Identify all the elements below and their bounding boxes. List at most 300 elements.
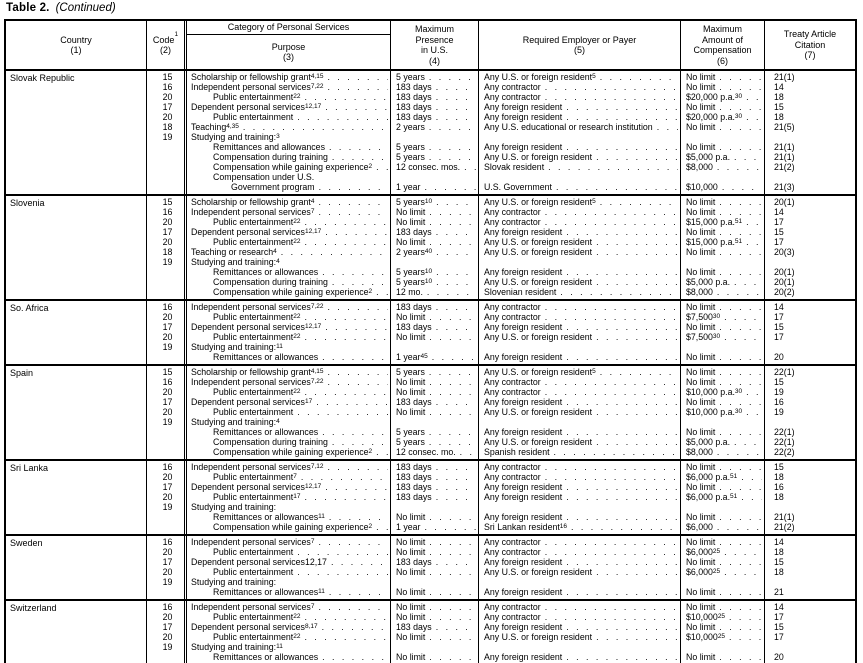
presence-value-text: No limit: [396, 547, 426, 557]
payer-value-text: Any foreign resident: [484, 267, 563, 277]
citation-value: [765, 267, 855, 277]
presence-value-text: 183 days: [396, 302, 432, 312]
citation-value-text: 18: [774, 492, 784, 502]
compensation-value: [681, 587, 764, 597]
header-presence: Maximum Presence in U.S. (4): [390, 21, 478, 69]
dot-leader: [545, 537, 678, 547]
dot-leader: [719, 652, 762, 662]
dot-leader: [304, 492, 388, 502]
citation-value: [765, 417, 855, 427]
compensation-value: $20,000 p.a. $^{30}$ . . .: [681, 92, 764, 102]
presence-value: [391, 152, 478, 162]
dot-leader: [281, 247, 388, 257]
purpose-entry-text: Teaching: [191, 122, 227, 132]
dot-leader: [322, 622, 388, 632]
code-value: [147, 522, 184, 532]
payer-value-text: Any U.S. or foreign resident: [484, 237, 593, 247]
code-value: [147, 207, 184, 217]
presence-value: [391, 427, 478, 437]
compensation-value-text: No limit: [686, 267, 716, 277]
country-section-so-africa: [6, 299, 855, 364]
dot-leader: [545, 462, 678, 472]
country-cell: [6, 461, 146, 534]
dot-leader: [566, 427, 678, 437]
code-value-text: 20: [162, 567, 173, 577]
dot-leader: [657, 122, 678, 132]
dot-leader: [436, 102, 476, 112]
dot-leader: [746, 92, 762, 102]
compensation-value: [681, 512, 764, 522]
citation-value: [765, 102, 855, 112]
presence-value: 5 years $^{10}$ . . .: [391, 197, 478, 207]
dot-leader: [719, 622, 762, 632]
dot-leader: [545, 387, 678, 397]
header-category-label: Category of Personal Services: [187, 21, 390, 35]
compensation-value: [681, 322, 764, 332]
purpose-entry-text: Public entertainment: [213, 492, 294, 502]
dot-leader: [719, 322, 762, 332]
presence-value-text: 2 years: [396, 122, 425, 132]
payer-value-text: Any U.S. or foreign resident: [484, 247, 593, 257]
compensation-value: [681, 437, 764, 447]
presence-value-text: 1 year: [396, 522, 421, 532]
presence-value: [391, 537, 478, 547]
dot-leader: [432, 352, 476, 362]
purpose-entry: Public entertainment $^{22}$ . . .: [187, 387, 390, 397]
presence-value: [391, 502, 478, 512]
dot-leader: [746, 407, 762, 417]
citation-cell: [764, 71, 855, 194]
compensation-value: [681, 277, 764, 287]
compensation-value: [681, 162, 764, 172]
presence-value: [391, 342, 478, 352]
compensation-value: [681, 482, 764, 492]
presence-value: [391, 397, 478, 407]
dot-leader: [545, 82, 678, 92]
compensation-value-text: No limit: [686, 587, 716, 597]
presence-value-text: No limit: [396, 612, 426, 622]
dot-leader: [319, 182, 388, 192]
dot-leader: [332, 277, 388, 287]
citation-value-text: 18: [774, 112, 784, 122]
dot-leader: [719, 142, 762, 152]
code-value-text: 19: [162, 577, 173, 587]
dot-leader: [566, 227, 678, 237]
purpose-entry: Dependent personal services $^{17}$ . . .: [187, 397, 390, 407]
presence-value-text: No limit: [396, 512, 426, 522]
presence-value: 1 year $^{45}$ . . .: [391, 352, 478, 362]
payer-value-text: Any foreign resident: [484, 397, 563, 407]
compensation-value: [681, 142, 764, 152]
compensation-value: [681, 197, 764, 207]
payer-value: [479, 567, 680, 577]
code-value: [147, 142, 184, 152]
dot-leader: [436, 112, 476, 122]
dot-leader: [717, 522, 762, 532]
payer-value-text: Any contractor: [484, 217, 541, 227]
payer-value-text: Any contractor: [484, 612, 541, 622]
citation-value: [765, 247, 855, 257]
purpose-entry-text: Public entertainment: [213, 237, 294, 247]
presence-value: [391, 587, 478, 597]
code-value: [147, 612, 184, 622]
compensation-value: [681, 367, 764, 377]
dot-leader: [741, 492, 762, 502]
dot-leader: [322, 427, 388, 437]
dot-leader: [545, 302, 678, 312]
purpose-entry-text: Public entertainment: [213, 92, 294, 102]
citation-value-text: 22(1): [774, 427, 795, 437]
header-country-num: (1): [70, 45, 82, 55]
dot-leader: [719, 82, 762, 92]
payer-cell: [478, 196, 680, 299]
dot-leader: [734, 277, 762, 287]
compensation-value: [681, 287, 764, 297]
purpose-entry: Compensation while gaining experience $^2$ . . .: [187, 162, 390, 172]
header-code-num: (2): [160, 45, 171, 55]
payer-value-text: Any U.S. or foreign resident: [484, 197, 593, 207]
purpose-entry: [187, 652, 390, 662]
code-value: [147, 407, 184, 417]
header-code-footnote: 1: [174, 31, 179, 38]
citation-value: [765, 567, 855, 577]
payer-value-text: Any U.S. or foreign resident: [484, 277, 593, 287]
dot-leader: [429, 377, 476, 387]
country-name: Sri Lanka: [10, 463, 49, 473]
country-cell: [6, 536, 146, 599]
presence-value-text: 183 days: [396, 82, 432, 92]
payer-value-text: Any foreign resident: [484, 557, 563, 567]
presence-value-text: No limit: [396, 587, 426, 597]
code-value-text: 20: [162, 332, 173, 342]
code-value-text: 19: [162, 257, 173, 267]
header-payer-label: Required Employer or Payer: [522, 34, 637, 45]
presence-value-text: 12 consec. mo.: [396, 447, 456, 457]
dot-leader: [427, 287, 476, 297]
dot-leader: [376, 287, 388, 297]
compensation-value-text: $8,000: [686, 447, 713, 457]
table-title-continued: (Continued): [55, 2, 116, 14]
dot-leader: [566, 352, 678, 362]
dot-leader: [325, 102, 388, 112]
purpose-entry-text: Dependent personal services: [191, 482, 305, 492]
citation-value: [765, 632, 855, 642]
purpose-entry: [187, 567, 390, 577]
citation-value: [765, 512, 855, 522]
citation-value-text: 14: [774, 302, 784, 312]
payer-value: [479, 397, 680, 407]
presence-value-text: No limit: [396, 332, 426, 342]
presence-value: [391, 102, 478, 112]
purpose-entry-text: Compensation while gaining experience: [213, 522, 369, 532]
country-name: Switzerland: [10, 603, 57, 613]
compensation-value: [681, 462, 764, 472]
presence-value-text: 2 years: [396, 247, 425, 257]
purpose-entry-text: Compensation during training: [213, 277, 328, 287]
purpose-entry: Scholarship or fellowship grant $^{4,15}$ . . .: [187, 367, 390, 377]
payer-value: [479, 237, 680, 247]
dot-leader: [545, 612, 678, 622]
presence-cell: [390, 196, 478, 299]
country-section-slovenia: [6, 194, 855, 299]
purpose-entry: Independent personal services $^{7,12}$ . . .: [187, 462, 390, 472]
code-value: [147, 482, 184, 492]
dot-leader: [327, 377, 388, 387]
compensation-value-text: No limit: [686, 557, 716, 567]
presence-value: [391, 557, 478, 567]
citation-value: [765, 482, 855, 492]
purpose-entry-text: Compensation while gaining experience: [213, 287, 369, 297]
code-cell: [146, 366, 184, 459]
citation-value: [765, 72, 855, 82]
citation-value-text: 14: [774, 537, 784, 547]
country-section-spain: [6, 364, 855, 459]
purpose-entry-text: Scholarship or fellowship grant: [191, 72, 311, 82]
purpose-entry: Studying and training: $^3$: [187, 132, 390, 142]
compensation-cell: [680, 366, 764, 459]
code-value-text: 20: [162, 632, 173, 642]
payer-value: [479, 602, 680, 612]
citation-value: [765, 227, 855, 237]
dot-leader: [429, 537, 476, 547]
compensation-value-text: No limit: [686, 207, 716, 217]
compensation-value-text: No limit: [686, 102, 716, 112]
presence-value: [391, 577, 478, 587]
citation-value: [765, 142, 855, 152]
purpose-entry: Teaching $^{4,35}$ . . .: [187, 122, 390, 132]
dot-leader: [719, 397, 762, 407]
code-value: [147, 502, 184, 512]
compensation-value: [681, 152, 764, 162]
citation-value-text: 19: [774, 387, 784, 397]
purpose-entry-text: Public entertainment: [213, 312, 294, 322]
country-cell: [6, 301, 146, 364]
purpose-entry-text: Studying and training:: [191, 502, 277, 512]
payer-value: [479, 277, 680, 287]
payer-value-text: Slovenian resident: [484, 287, 557, 297]
dot-leader: [429, 207, 476, 217]
citation-value-text: 21(2): [774, 162, 795, 172]
payer-value: [479, 437, 680, 447]
dot-leader: [560, 287, 678, 297]
citation-value: [765, 642, 855, 652]
citation-value-text: 22(1): [774, 367, 795, 377]
code-value: [147, 182, 184, 192]
code-value: [147, 172, 184, 182]
payer-value: [479, 577, 680, 587]
compensation-value: $6,000 p.a. $^{51}$ . . .: [681, 492, 764, 502]
compensation-value: $15,000 p.a. $^{51}$ . . .: [681, 237, 764, 247]
payer-value: Any U.S. or foreign resident $^5$ . . .: [479, 72, 680, 82]
dot-leader: [316, 397, 388, 407]
presence-cell: [390, 536, 478, 599]
purpose-entry-text: Dependent personal services: [191, 397, 305, 407]
compensation-value-text: $5,000 p.a.: [686, 277, 731, 287]
code-value: [147, 72, 184, 82]
purpose-entry: Public entertainment $^{22}$ . . .: [187, 312, 390, 322]
payer-value: [479, 92, 680, 102]
payer-value: [479, 227, 680, 237]
citation-cell: [764, 461, 855, 534]
citation-value-text: 22(1): [774, 437, 795, 447]
compensation-value-text: $10,000 p.a.: [686, 387, 735, 397]
compensation-value: [681, 82, 764, 92]
purpose-entry: [187, 352, 390, 362]
citation-value-text: 21(2): [774, 522, 795, 532]
header-purpose-group: [184, 21, 390, 69]
dot-leader: [436, 92, 476, 102]
citation-value-text: 14: [774, 207, 784, 217]
payer-value-text: Any foreign resident: [484, 652, 563, 662]
code-value-text: 20: [162, 612, 173, 622]
payer-value: [479, 512, 680, 522]
dot-leader: [436, 322, 476, 332]
presence-value-text: 12 consec. mos.: [396, 162, 461, 172]
dot-leader: [304, 237, 388, 247]
dot-leader: [556, 182, 678, 192]
purpose-entry-text: Compensation while gaining experience: [213, 162, 369, 172]
payer-value: [479, 312, 680, 322]
payer-value-text: Any foreign resident: [484, 427, 563, 437]
payer-value: [479, 142, 680, 152]
country-cell: [6, 601, 146, 663]
payer-value-text: Any contractor: [484, 472, 541, 482]
code-value: [147, 622, 184, 632]
citation-cell: [764, 366, 855, 459]
purpose-entry-text: Compensation during training: [213, 152, 328, 162]
code-value: [147, 512, 184, 522]
dot-leader: [429, 602, 476, 612]
code-value-text: 16: [162, 207, 173, 217]
presence-cell: [390, 301, 478, 364]
citation-value: [765, 122, 855, 132]
compensation-value: [681, 267, 764, 277]
dot-leader: [724, 547, 762, 557]
purpose-entry-text: Compensation under U.S.: [213, 172, 315, 182]
citation-value-text: 14: [774, 602, 784, 612]
treaty-table: [4, 19, 857, 663]
citation-value-text: 18: [774, 472, 784, 482]
purpose-entry-text: Public entertainment: [213, 387, 294, 397]
code-value-text: 19: [162, 502, 173, 512]
code-value-text: 15: [162, 72, 173, 82]
purpose-entry-text: Independent personal services: [191, 462, 311, 472]
purpose-cell: [184, 71, 390, 194]
code-value: [147, 427, 184, 437]
country-name: Slovenia: [10, 198, 45, 208]
code-value-text: 20: [162, 407, 173, 417]
dot-leader: [545, 377, 678, 387]
compensation-value-text: No limit: [686, 462, 716, 472]
compensation-value: $7,500 $^{30}$ . . .: [681, 332, 764, 342]
payer-cell: [478, 301, 680, 364]
presence-value-text: No limit: [396, 387, 426, 397]
dot-leader: [566, 322, 678, 332]
payer-value: [479, 462, 680, 472]
presence-value: 2 years $^{40}$ . . .: [391, 247, 478, 257]
code-value: [147, 102, 184, 112]
payer-value: [479, 377, 680, 387]
compensation-value-text: $6,000: [686, 522, 713, 532]
presence-value-text: No limit: [396, 652, 426, 662]
code-value-text: 16: [162, 602, 173, 612]
compensation-value-text: No limit: [686, 227, 716, 237]
purpose-entry-text: Scholarship or fellowship grant: [191, 367, 311, 377]
dot-leader: [600, 367, 678, 377]
payer-value-text: Any foreign resident: [484, 512, 563, 522]
presence-value: [391, 367, 478, 377]
dot-leader: [719, 197, 762, 207]
payer-value-text: Any U.S. or foreign resident: [484, 152, 593, 162]
code-cell: [146, 461, 184, 534]
dot-leader: [545, 547, 678, 557]
compensation-value-text: No limit: [686, 352, 716, 362]
citation-value: [765, 352, 855, 362]
compensation-value-text: $15,000 p.a.: [686, 237, 735, 247]
citation-value: [765, 652, 855, 662]
dot-leader: [297, 407, 388, 417]
compensation-value: [681, 342, 764, 352]
dot-leader: [327, 367, 388, 377]
citation-value: [765, 427, 855, 437]
dot-leader: [566, 112, 678, 122]
presence-value-text: 183 days: [396, 227, 432, 237]
code-value-text: 17: [162, 227, 173, 237]
citation-value: [765, 322, 855, 332]
purpose-entry-text: Remittances or allowances: [213, 267, 319, 277]
purpose-entry-text: Scholarship or fellowship grant: [191, 197, 311, 207]
dot-leader: [329, 587, 388, 597]
header-payer-num: (5): [574, 45, 585, 55]
code-value-text: 17: [162, 482, 173, 492]
presence-value: [391, 492, 478, 502]
dot-leader: [376, 447, 388, 457]
dot-leader: [596, 277, 678, 287]
country-section-switzerland: [6, 599, 855, 663]
payer-value-text: Sri Lankan resident: [484, 522, 560, 532]
dot-leader: [566, 492, 678, 502]
purpose-entry: [187, 172, 390, 182]
purpose-entry: Public entertainment $^{22}$ . . .: [187, 217, 390, 227]
compensation-value: [681, 302, 764, 312]
presence-value-text: 5 years: [396, 437, 425, 447]
purpose-entry: Compensation while gaining experience $^2$ . . .: [187, 447, 390, 457]
code-value: [147, 352, 184, 362]
purpose-entry: [187, 577, 390, 587]
purpose-entry: [187, 142, 390, 152]
presence-value: [391, 172, 478, 182]
dot-leader: [719, 367, 762, 377]
purpose-entry-text: Independent personal services: [191, 82, 311, 92]
purpose-entry-text: Studying and training:: [191, 417, 277, 427]
dot-leader: [327, 82, 388, 92]
header-country-label: Country: [60, 34, 92, 45]
payer-cell: [478, 601, 680, 663]
citation-value-text: 17: [774, 217, 784, 227]
citation-value: [765, 287, 855, 297]
purpose-entry: Remittances or allowances $^{11}$ . . .: [187, 587, 390, 597]
presence-value: [391, 142, 478, 152]
presence-value: [391, 612, 478, 622]
presence-value: [391, 132, 478, 142]
compensation-value-text: $10,000: [686, 612, 718, 622]
dot-leader: [719, 427, 762, 437]
purpose-entry-text: Studying and training:: [191, 257, 277, 267]
purpose-entry: [187, 557, 390, 567]
citation-value-text: 15: [774, 322, 784, 332]
citation-value-text: 20(2): [774, 287, 795, 297]
citation-value-text: 22(2): [774, 447, 795, 457]
